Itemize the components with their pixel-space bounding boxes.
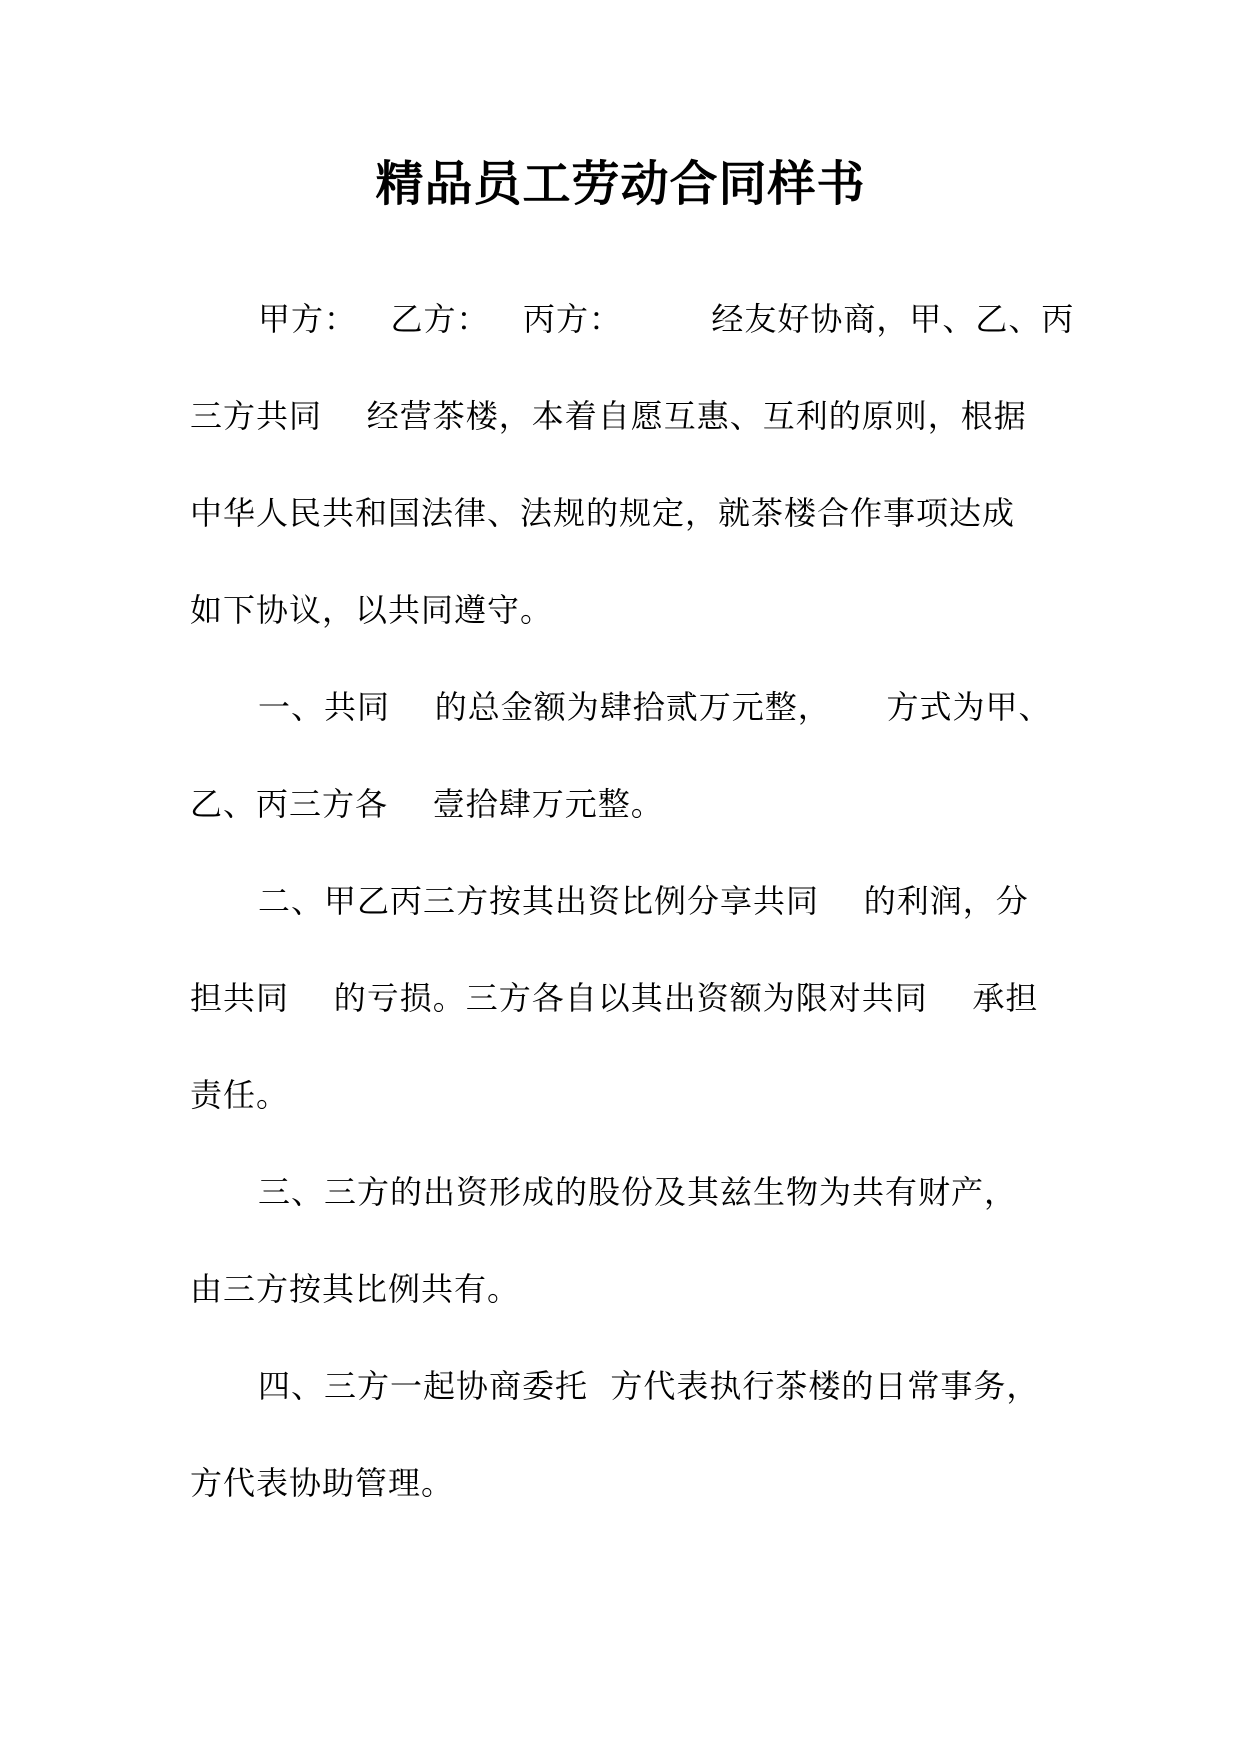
paragraph-line: 二、甲乙丙三方按其出资比例分享共同 的利润，分 xyxy=(258,882,1029,920)
paragraph-line: 方代表协助管理。 xyxy=(190,1464,455,1502)
paragraph-line: 四、三方一起协商委托 方代表执行茶楼的日常事务， xyxy=(258,1367,1040,1405)
document-title: 精品员工劳动合同样书 xyxy=(375,156,866,212)
document-body xyxy=(190,300,1075,1561)
paragraph-line: 一、共同 的总金额为肆拾贰万元整， 方式为甲、 xyxy=(258,688,1052,726)
paragraph-line: 三方共同 经营茶楼，本着自愿互惠、互利的原则，根据 xyxy=(190,397,1027,435)
paragraph-line: 甲方： 乙方： 丙方： 经友好协商，甲、乙、丙 xyxy=(258,300,1075,338)
paragraph-line: 乙、丙三方各 壹拾肆万元整。 xyxy=(190,785,664,823)
paragraph-line: 中华人民共和国法律、法规的规定，就茶楼合作事项达成 xyxy=(190,494,1016,532)
paragraph-line: 三、三方的出资形成的股份及其兹生物为共有财产， xyxy=(258,1173,1018,1211)
paragraph-line: 责任。 xyxy=(190,1076,290,1114)
paragraph-line: 如下协议，以共同遵守。 xyxy=(190,591,554,629)
paragraph-line: 由三方按其比例共有。 xyxy=(190,1270,521,1308)
paragraph-line: 担共同 的亏损。三方各自以其出资额为限对共同 承担 xyxy=(190,979,1039,1017)
